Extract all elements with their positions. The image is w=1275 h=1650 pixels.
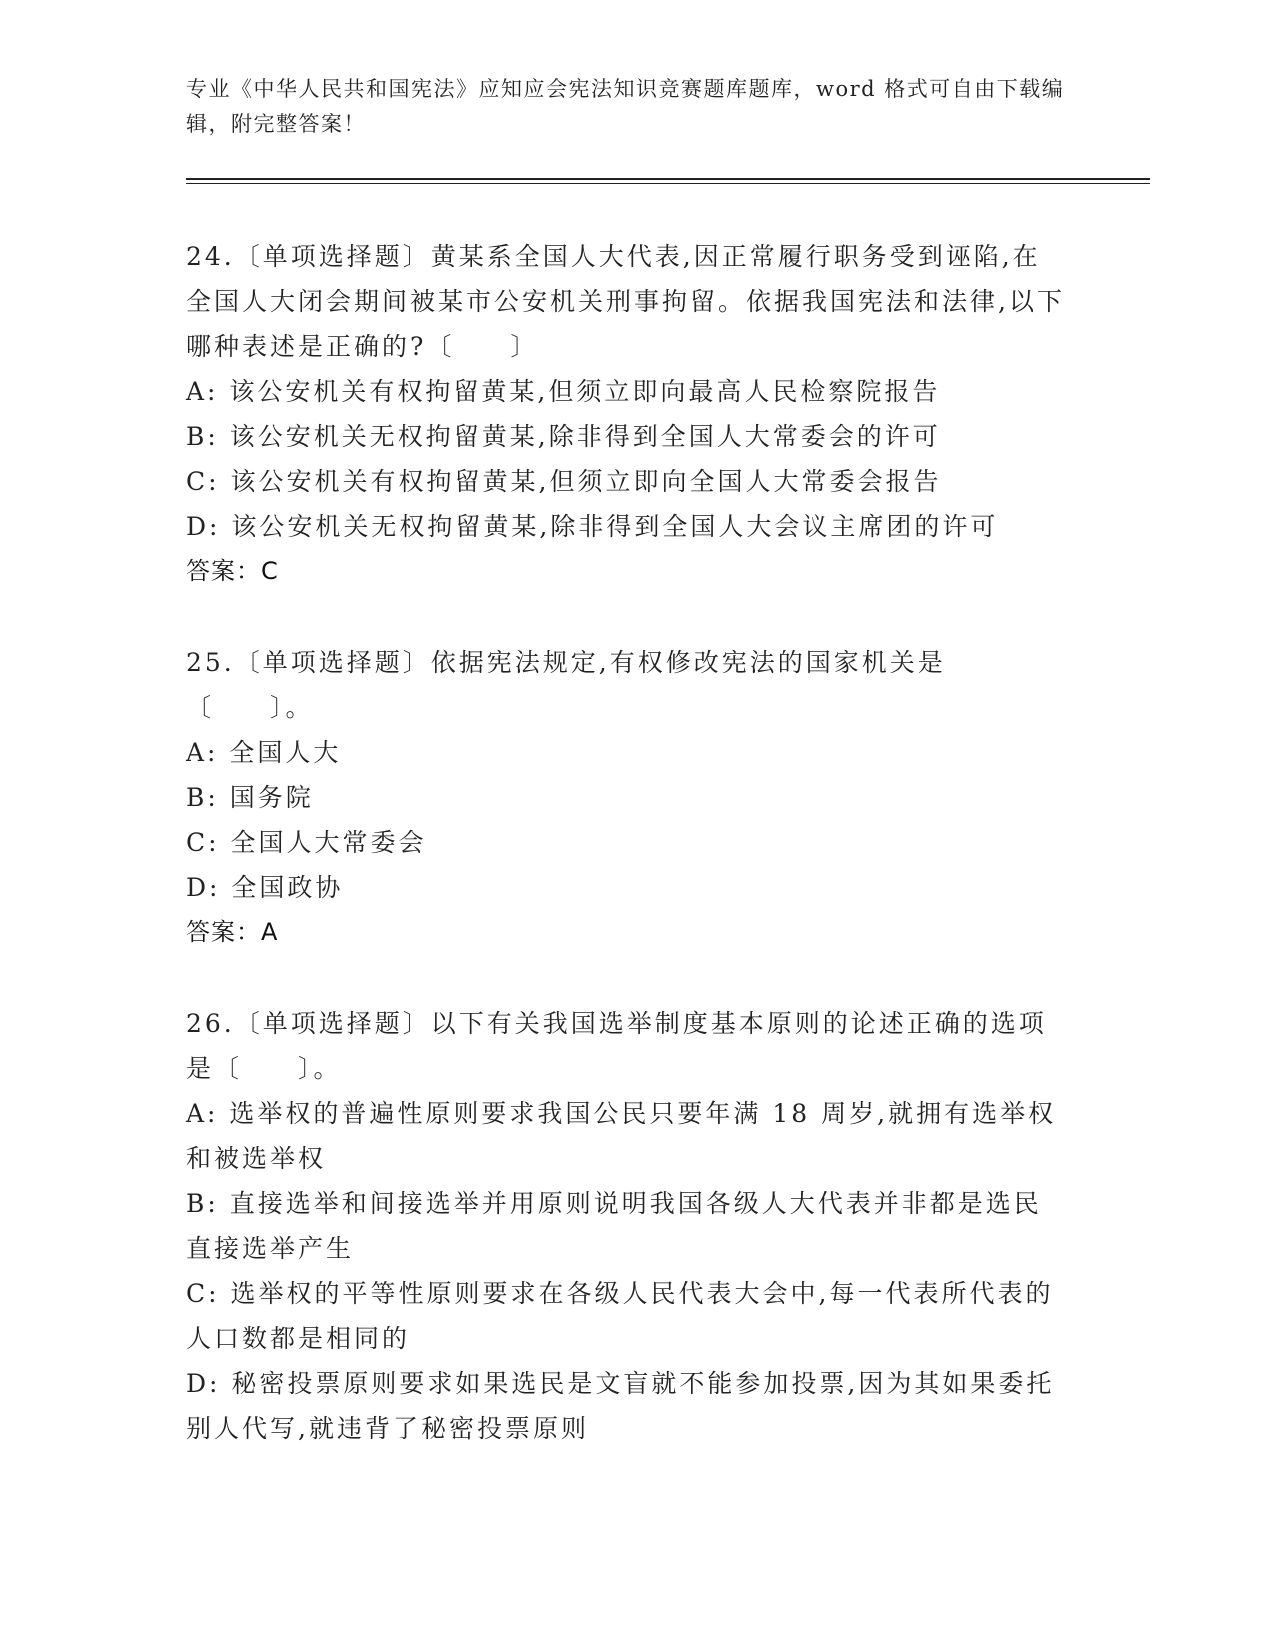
question-list [186,234,1066,1497]
option-b: B: 直接选举和间接选举并用原则说明我国各级人大代表并非都是选民直接选举产生 [186,1189,1042,1263]
option-b: B: 国务院 [186,783,314,812]
option-a: A: 选举权的普遍性原则要求我国公民只要年满 18 周岁,就拥有选举权和被选举权 [186,1099,1057,1173]
question-text: 26.〔单项选择题〕以下有关我国选举制度基本原则的论述正确的选项是〔 〕。 [186,1009,1047,1083]
question-text: 24.〔单项选择题〕黄某系全国人大代表,因正常履行职务受到诬陷,在全国人大闭会期间被某市公安机关刑事拘留。依据我国宪法和法律,以下哪种表述是正确的?〔 〕 [186,242,1065,361]
option-c: C: 该公安机关有权拘留黄某,但须立即向全国人大常委会报告 [186,467,942,496]
option-c: C: 全国人大常委会 [186,828,427,857]
question-25 [186,640,1066,955]
option-d: D: 秘密投票原则要求如果选民是文盲就不能参加投票,因为其如果委托别人代写,就违背了秘密投票原则 [186,1369,1055,1443]
question-26 [186,1001,1066,1451]
header-rule-thin [186,183,1150,184]
option-d: D: 该公安机关无权拘留黄某,除非得到全国人大会议主席团的许可 [186,512,999,541]
header-rule-thick [186,178,1150,180]
question-24 [186,234,1066,594]
header-text: 专业《中华人民共和国宪法》应知应会宪法知识竞赛题库题库，word 格式可自由下载编辑，附完整答案！ [186,77,1065,136]
option-a: A: 该公安机关有权拘留黄某,但须立即向最高人民检察院报告 [186,377,941,406]
option-d: D: 全国政协 [186,873,344,902]
question-text: 25.〔单项选择题〕依据宪法规定,有权修改宪法的国家机关是〔 〕。 [186,648,946,722]
answer: 答案：A [186,918,279,946]
document-header [186,72,1066,142]
option-b: B: 该公安机关无权拘留黄某,除非得到全国人大常委会的许可 [186,422,941,451]
option-a: A: 全国人大 [186,738,342,767]
option-c: C: 选举权的平等性原则要求在各级人民代表大会中,每一代表所代表的人口数都是相同的 [186,1279,1054,1353]
answer: 答案：C [186,557,279,585]
